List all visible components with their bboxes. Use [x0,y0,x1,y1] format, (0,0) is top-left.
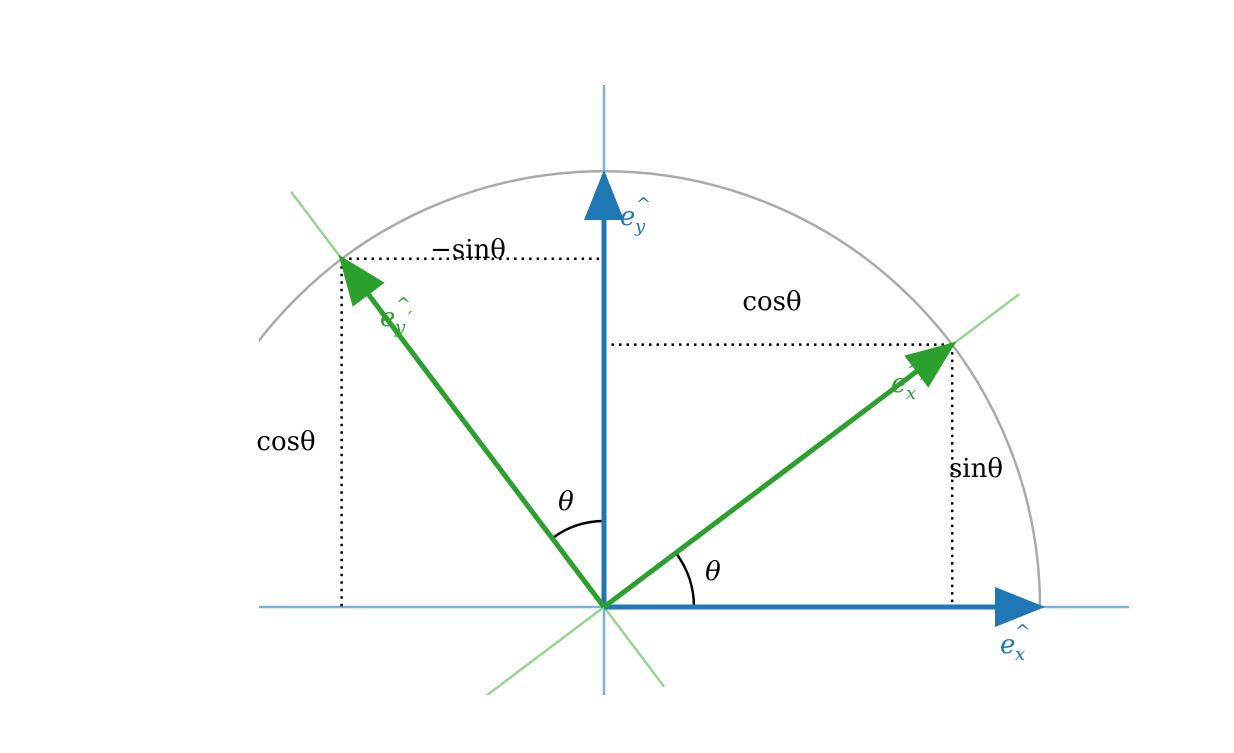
svg-text:^: ^ [907,360,923,381]
cos-theta-top-label: cosθ [742,287,802,317]
ex-prime-label [891,360,924,404]
ey-label [620,194,651,237]
neg-sin-theta-label: −sinθ [430,235,506,265]
svg-text:′: ′ [920,374,925,395]
theta-left-arc-label: θ [558,487,574,517]
svg-text:′: ′ [408,308,413,329]
svg-text:e: e [380,303,396,333]
svg-text:e: e [891,369,907,399]
svg-text:e: e [620,202,636,232]
cos-theta-left-label: cosθ [256,427,316,457]
angle-arc-left [552,521,604,538]
svg-text:y: y [395,317,406,338]
svg-text:^: ^ [1015,621,1031,642]
theta-right-arc-label: θ [705,557,721,587]
svg-text:x: x [906,383,917,404]
angle-arc-right [676,553,694,607]
svg-text:^: ^ [636,194,652,215]
svg-text:y: y [635,216,646,237]
sin-theta-right-label: sinθ [948,454,1004,484]
ey-prime-label [380,294,412,338]
svg-text:^: ^ [396,294,412,315]
ex-label [1000,621,1030,665]
svg-text:x: x [1015,644,1026,665]
svg-text:e: e [1000,630,1016,660]
